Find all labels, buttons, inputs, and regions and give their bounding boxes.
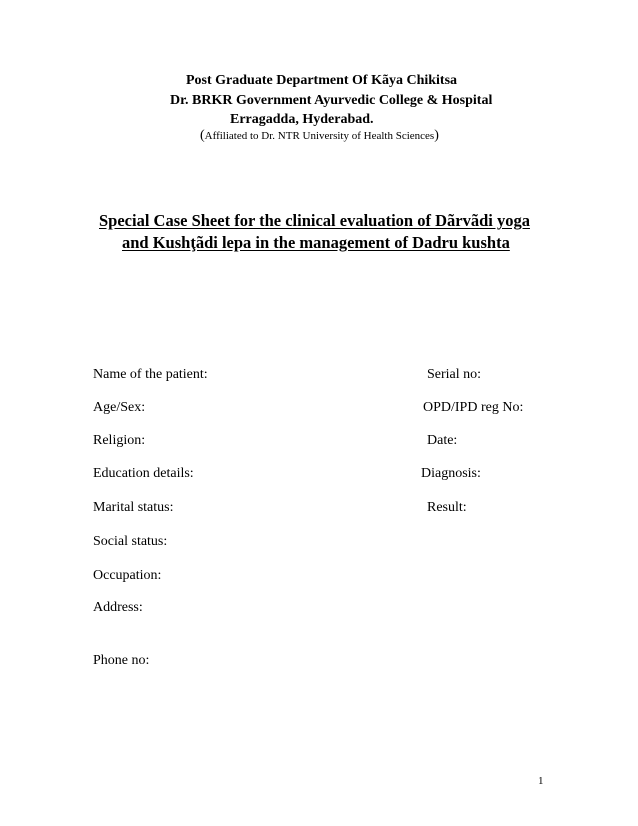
affiliation-line — [200, 127, 439, 145]
field-opd-ipd-reg: OPD/IPD reg No: — [423, 400, 524, 415]
field-education: Education details: — [93, 466, 194, 481]
field-marital-status: Marital status: — [93, 500, 174, 515]
page-number: 1 — [538, 775, 544, 787]
field-diagnosis: Diagnosis: — [421, 466, 481, 481]
college-heading: Dr. BRKR Government Ayurvedic College & Hospital — [170, 93, 493, 108]
case-sheet-title-line-2: and Kushţãdi lepa in the management of Dadru kushta — [122, 233, 510, 252]
field-patient-name: Name of the patient: — [93, 367, 208, 382]
field-religion: Religion: — [93, 433, 146, 448]
location-heading: Erragadda, Hyderabad. — [230, 112, 374, 127]
field-result: Result: — [427, 500, 467, 515]
field-occupation: Occupation: — [93, 568, 162, 583]
affiliation-close-paren: ) — [434, 128, 439, 143]
field-address: Address: — [93, 600, 143, 615]
department-heading: Post Graduate Department Of Kãya Chikitsa — [186, 73, 458, 88]
affiliation-text: Affiliated to Dr. NTR University of Health Sciences — [204, 130, 435, 142]
field-social-status: Social status: — [93, 534, 168, 549]
affiliation-open-paren: ( — [200, 128, 205, 143]
field-date: Date: — [427, 433, 458, 448]
field-age-sex: Age/Sex: — [93, 400, 146, 415]
field-serial-no: Serial no: — [427, 367, 482, 382]
case-sheet-title-line-1: Special Case Sheet for the clinical evaluation of Dãrvãdi yoga — [99, 211, 530, 230]
field-phone: Phone no: — [93, 653, 150, 668]
